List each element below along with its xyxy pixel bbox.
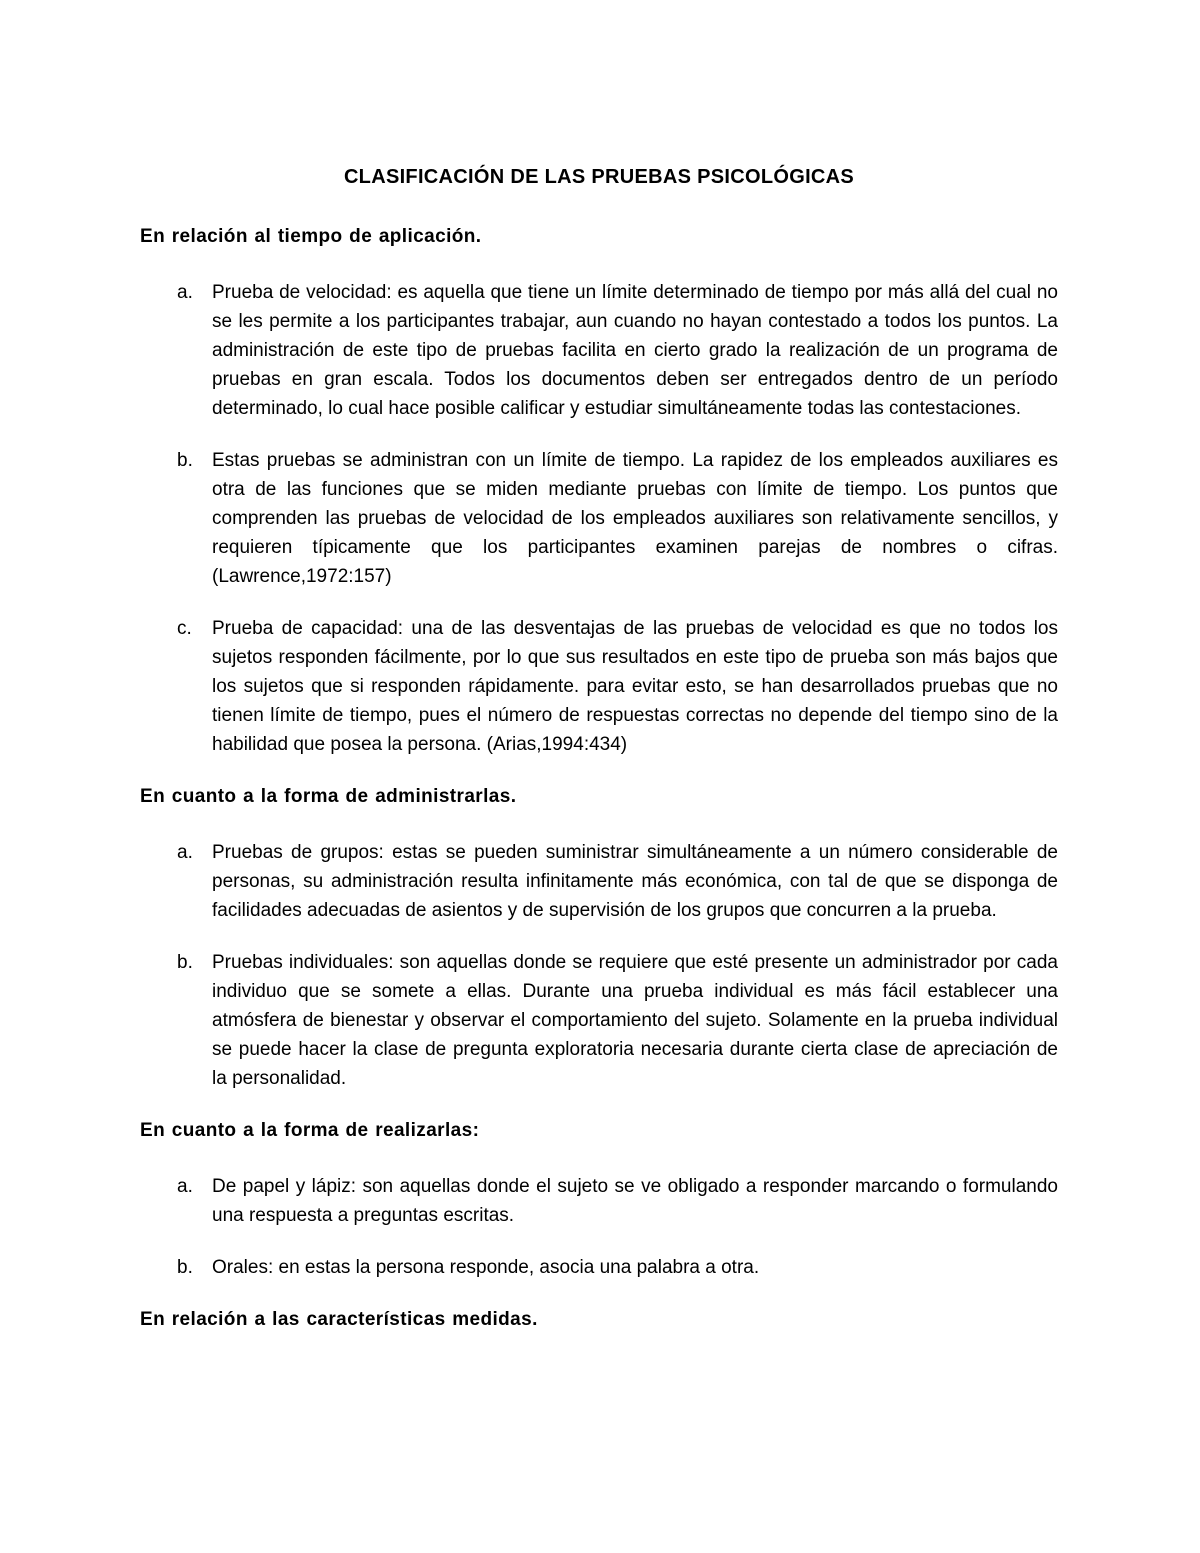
list-item xyxy=(140,1172,1058,1230)
list-marker: a. xyxy=(177,1176,193,1197)
list-item-text: Prueba de velocidad: es aquella que tiene un límite determinado de tiempo por más allá del cual no se les permite a los participantes trabajar, aun cuando no hayan contestado a todos los puntos. La administración de este tipo de pruebas facilita en cierto grado la realización de un programa de pruebas en gran escala. Todos los documentos deben ser entregados dentro de un período determinado, lo cual hace posible calificar y estudiar simultáneamente todas las contestaciones. xyxy=(212,282,1058,419)
section-heading-caracteristicas-medidas: En relación a las características medidas. xyxy=(140,1309,538,1330)
document-title: CLASIFICACIÓN DE LAS PRUEBAS PSICOLÓGICAS xyxy=(343,166,855,188)
list-item xyxy=(140,614,1058,759)
list-item-text: Estas pruebas se administran con un límite de tiempo. La rapidez de los empleados auxiliares es otra de las funciones que se miden mediante pruebas con límite de tiempo. Los puntos que comprenden las pruebas de velocidad de los empleados auxiliares son relativamente sencillos, y requieren típicamente que los participantes examinen parejas de nombres o cifras. (Lawrence,1972:157) xyxy=(212,450,1058,587)
list-item xyxy=(140,1253,1058,1282)
list-item xyxy=(140,948,1058,1093)
list-marker: b. xyxy=(177,952,193,973)
list-item xyxy=(140,838,1058,925)
list-item-text: Prueba de capacidad: una de las desventajas de las pruebas de velocidad es que no todos los sujetos responden fácilmente, por lo que sus resultados en este tipo de prueba son más bajos que los sujetos que si responden rápidamente. para evitar esto, se han desarrollados pruebas que no tienen límite de tiempo, pues el número de respuestas correctas no depende del tiempo sino de la habilidad que posea la persona. (Arias,1994:434) xyxy=(212,618,1058,755)
list-item-text: Pruebas individuales: son aquellas donde se requiere que esté presente un administrador por cada individuo que se somete a ellas. Durante una prueba individual es más fácil establecer una atmósfera de bienestar y observar el comportamiento del sujeto. Solamente en la prueba individual se puede hacer la clase de pregunta exploratoria necesaria durante cierta clase de apreciación de la personalidad. xyxy=(212,952,1058,1089)
list-item-text: Orales: en estas la persona responde, asocia una palabra a otra. xyxy=(212,1257,760,1278)
list-marker: c. xyxy=(177,618,192,639)
list-item xyxy=(140,278,1058,423)
section-heading-tiempo-de-aplicacion: En relación al tiempo de aplicación. xyxy=(140,226,482,247)
list-marker: a. xyxy=(177,842,193,863)
list-marker: b. xyxy=(177,450,193,471)
section-heading-forma-de-administrarlas: En cuanto a la forma de administrarlas. xyxy=(140,786,517,807)
list-marker: b. xyxy=(177,1257,193,1278)
list-marker: a. xyxy=(177,282,193,303)
section-heading-forma-de-realizarlas: En cuanto a la forma de realizarlas: xyxy=(140,1120,480,1141)
list-item xyxy=(140,446,1058,591)
list-item-text: Pruebas de grupos: estas se pueden suministrar simultáneamente a un número considerable de personas, su administración resulta infinitamente más económica, con tal de que se disponga de facilidades adecuadas de asientos y de supervisión de los grupos que concurren a la prueba. xyxy=(212,842,1058,921)
list-item-text: De papel y lápiz: son aquellas donde el sujeto se ve obligado a responder marcando o formulando una respuesta a preguntas escritas. xyxy=(212,1176,1058,1226)
